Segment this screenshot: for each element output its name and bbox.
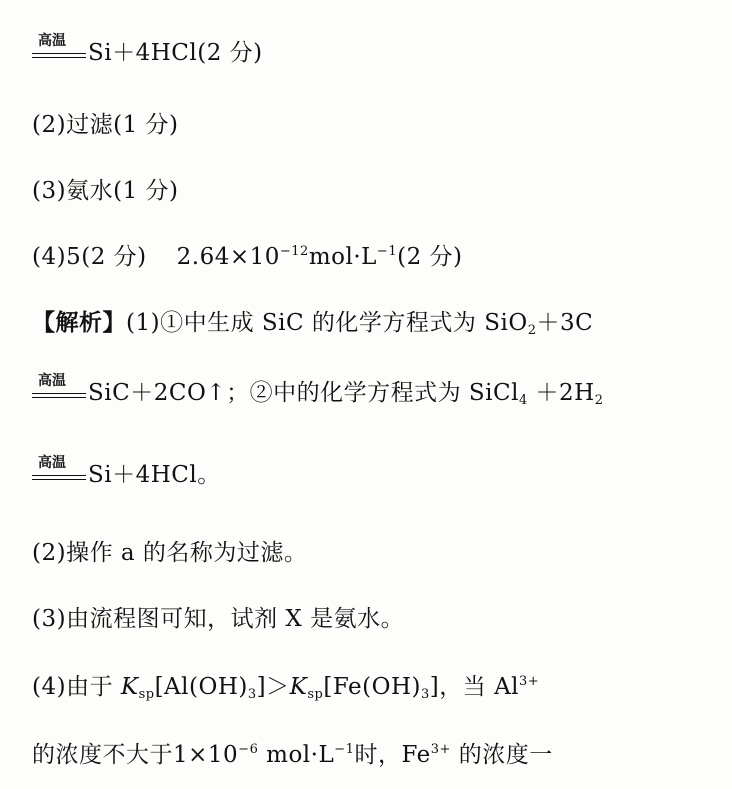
answer-value: 5 xyxy=(66,244,82,270)
equation-products: Si＋4HCl xyxy=(88,40,198,66)
exponent: −1 xyxy=(334,742,355,757)
ksp-symbol: K xyxy=(289,674,308,700)
equals-bar xyxy=(32,397,86,398)
subscript: 2 xyxy=(594,393,604,408)
analysis-text: 的浓度不大于1×10 xyxy=(32,742,239,768)
analysis-line-2 xyxy=(32,374,604,407)
question-number: (3) xyxy=(32,178,67,204)
subscript: 4 xyxy=(518,393,528,408)
subscript: 3 xyxy=(421,687,430,702)
answer-line-2 xyxy=(32,106,178,139)
score: (2 分) xyxy=(397,244,463,270)
equals-bar xyxy=(32,475,86,476)
score: (2 分) xyxy=(81,244,147,270)
high-temp-condition xyxy=(32,373,86,404)
analysis-text: ]＞ xyxy=(256,674,290,700)
exponent: −1 xyxy=(376,244,398,259)
analysis-text: SiC＋2CO↑；②中的化学方程式为 SiCl xyxy=(88,380,519,406)
analysis-text: 的浓度一 xyxy=(450,742,553,768)
analysis-text: [Al(OH) xyxy=(154,674,248,700)
equals-bar xyxy=(32,57,86,58)
ksp-value: 2.64×10 xyxy=(176,244,280,270)
equals-bar xyxy=(32,53,86,54)
analysis-line-1 xyxy=(32,304,593,337)
analysis-line-7 xyxy=(32,736,553,769)
high-temp-condition xyxy=(32,33,86,64)
analysis-line-5 xyxy=(32,600,404,633)
analysis-line-6 xyxy=(32,668,539,701)
superscript: 3+ xyxy=(519,674,540,689)
condition-label: 高温 xyxy=(38,373,66,389)
condition-label: 高温 xyxy=(38,33,66,49)
question-number: (4) xyxy=(32,244,67,270)
equals-bar xyxy=(32,393,86,394)
score: (1 分) xyxy=(113,112,179,138)
question-number: (2) xyxy=(32,112,67,138)
analysis-text: (1)①中生成 SiC 的化学方程式为 SiO xyxy=(126,310,528,336)
analysis-text: (3)由流程图可知，试剂 X 是氨水。 xyxy=(32,606,405,632)
unit: mol·L xyxy=(308,244,377,270)
answer-line-1 xyxy=(32,34,263,67)
subscript: sp xyxy=(138,687,155,702)
analysis-line-3 xyxy=(32,456,221,489)
analysis-text: Si＋4HCl。 xyxy=(88,462,221,488)
subscript: 2 xyxy=(527,323,537,338)
subscript: sp xyxy=(307,687,324,702)
analysis-text: (4)由于 xyxy=(32,674,121,700)
answer-text: 氨水 xyxy=(66,178,114,204)
analysis-text: ＋3C xyxy=(536,310,594,336)
analysis-text: ]，当 Al xyxy=(429,674,520,700)
answer-text: 过滤 xyxy=(66,112,114,138)
analysis-text: 时，Fe xyxy=(354,742,431,768)
ksp-symbol: K xyxy=(120,674,139,700)
analysis-line-4 xyxy=(32,534,307,567)
analysis-text: ＋2H xyxy=(527,380,595,406)
answer-line-3 xyxy=(32,172,178,205)
score: (2 分) xyxy=(197,40,263,66)
analysis-text: (2)操作 a 的名称为过滤。 xyxy=(32,540,308,566)
condition-label: 高温 xyxy=(38,455,66,471)
analysis-tag: 【解析】 xyxy=(32,309,126,336)
equals-bar xyxy=(32,479,86,480)
analysis-text: [Fe(OH) xyxy=(323,674,421,700)
exponent: −6 xyxy=(238,742,259,757)
analysis-text: mol·L xyxy=(258,742,335,768)
answer-line-4 xyxy=(32,238,462,271)
subscript: 3 xyxy=(247,687,257,702)
high-temp-condition xyxy=(32,455,86,486)
exponent: −12 xyxy=(279,244,309,259)
superscript: 3+ xyxy=(430,742,451,757)
score: (1 分) xyxy=(113,178,179,204)
